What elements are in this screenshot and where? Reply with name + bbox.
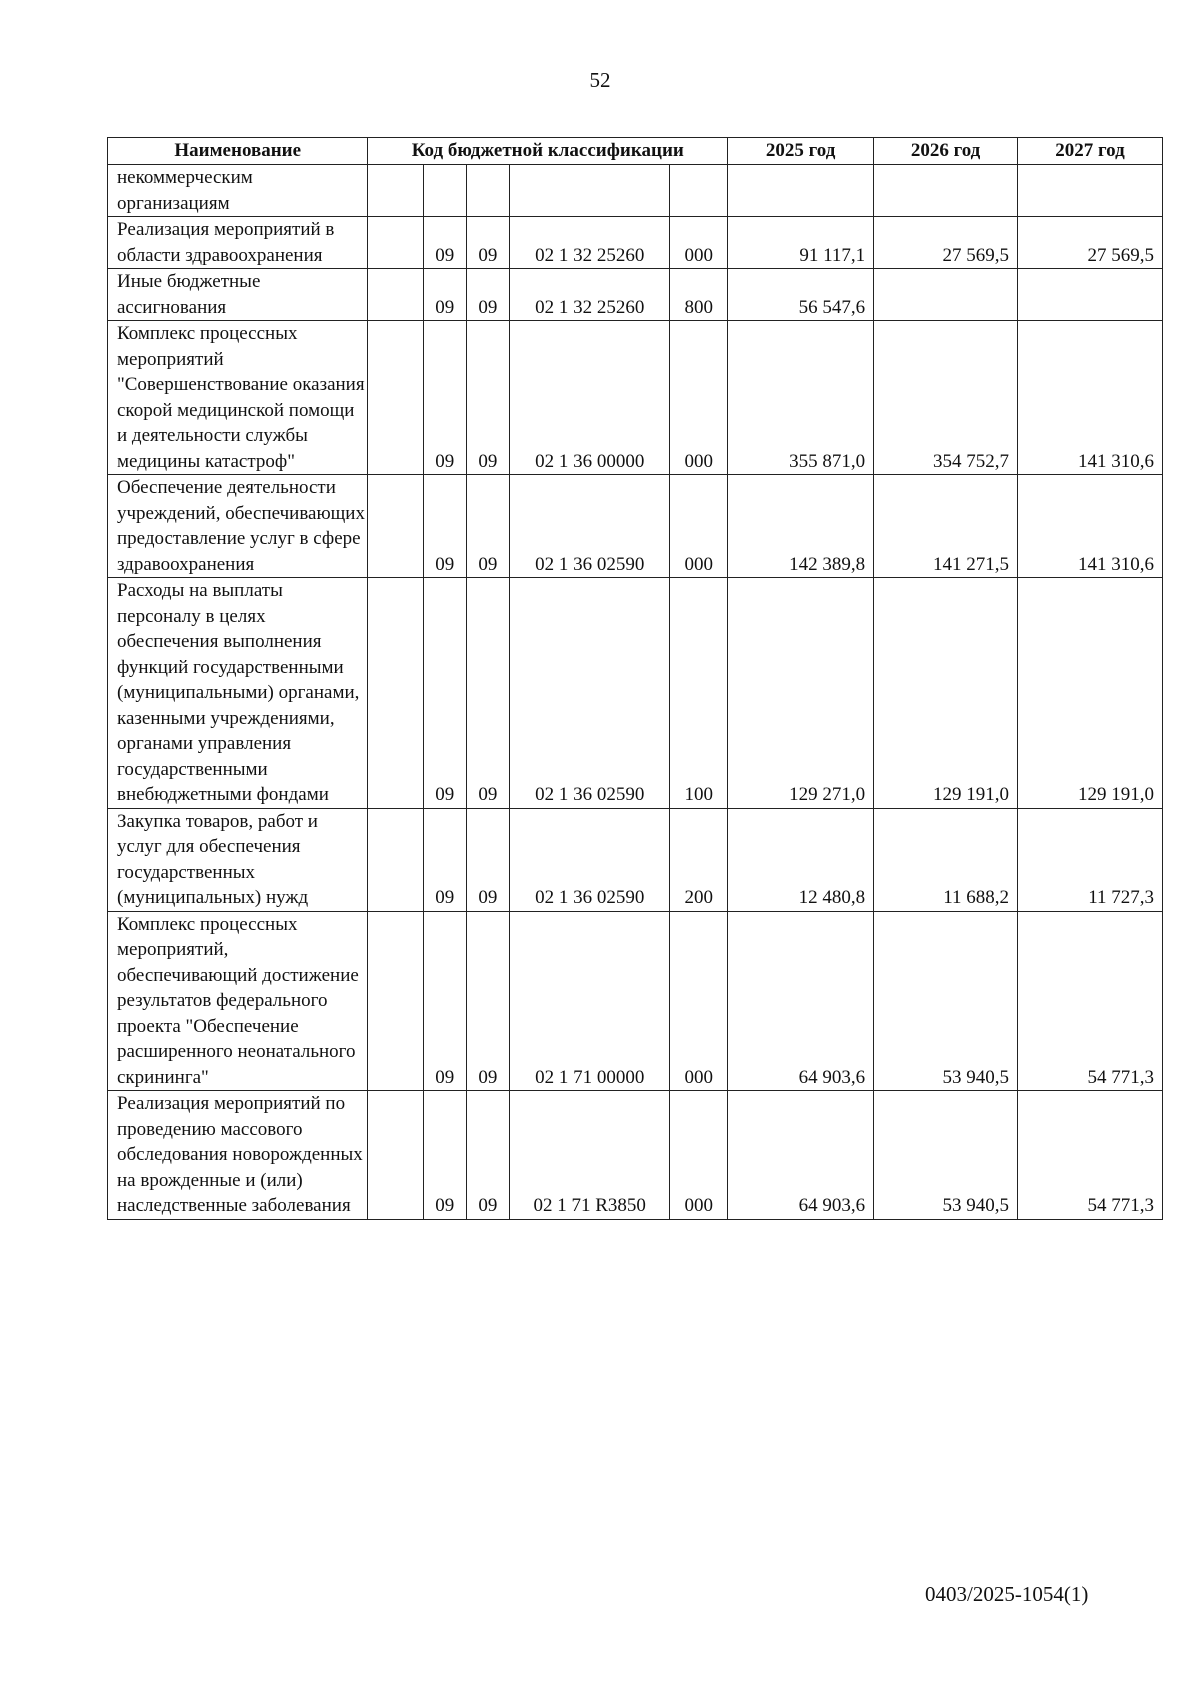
cell-code-blank: [368, 578, 424, 809]
cell-name: Закупка товаров, работ и услуг для обеспечения государственных (муниципальных) нужд: [108, 808, 368, 911]
table-row: [108, 321, 1163, 475]
cell-2026: [874, 269, 1018, 321]
cell-code-expense-type: 200: [670, 808, 728, 911]
cell-code-blank: [368, 1091, 424, 1220]
cell-code-expense-type: 000: [670, 217, 728, 269]
cell-code-subsection: 09: [466, 808, 510, 911]
header-name: Наименование: [108, 138, 368, 165]
cell-2026: [874, 165, 1018, 217]
cell-code-blank: [368, 808, 424, 911]
cell-code-target: 02 1 36 02590: [510, 475, 670, 578]
table-body: [108, 165, 1163, 1220]
cell-name: Обеспечение деятельности учреждений, обеспечивающих предоставление услуг в сфере здравоохранения: [108, 475, 368, 578]
cell-code-expense-type: 000: [670, 475, 728, 578]
cell-code-blank: [368, 911, 424, 1091]
table-row: [108, 165, 1163, 217]
cell-code-section: 09: [424, 1091, 467, 1220]
cell-code-expense-type: 000: [670, 911, 728, 1091]
cell-code-target: 02 1 71 R3850: [510, 1091, 670, 1220]
cell-2026: 53 940,5: [874, 911, 1018, 1091]
cell-code-target: 02 1 36 00000: [510, 321, 670, 475]
cell-2026: 129 191,0: [874, 578, 1018, 809]
cell-code-subsection: 09: [466, 578, 510, 809]
cell-code-target: 02 1 36 02590: [510, 578, 670, 809]
cell-2027: 141 310,6: [1017, 321, 1162, 475]
table-row: [108, 217, 1163, 269]
cell-code-expense-type: 000: [670, 1091, 728, 1220]
cell-2026: 354 752,7: [874, 321, 1018, 475]
cell-code-expense-type: 000: [670, 321, 728, 475]
cell-code-target: 02 1 36 02590: [510, 808, 670, 911]
cell-code-expense-type: [670, 165, 728, 217]
cell-code-subsection: 09: [466, 475, 510, 578]
cell-code-blank: [368, 269, 424, 321]
cell-code-section: 09: [424, 321, 467, 475]
cell-code-section: 09: [424, 808, 467, 911]
header-2026: 2026 год: [874, 138, 1018, 165]
cell-code-section: [424, 165, 467, 217]
cell-2027: [1017, 269, 1162, 321]
cell-2025: 64 903,6: [728, 911, 874, 1091]
cell-code-expense-type: 800: [670, 269, 728, 321]
cell-code-section: 09: [424, 269, 467, 321]
cell-name: Комплекс процессных мероприятий, обеспечивающий достижение результатов федерального проекта "Обеспечение расширенного неонатального скрининга": [108, 911, 368, 1091]
cell-name: Комплекс процессных мероприятий "Совершенствование оказания скорой медицинской помощи и деятельности службы медицины катастроф": [108, 321, 368, 475]
cell-code-target: 02 1 71 00000: [510, 911, 670, 1091]
cell-2027: 54 771,3: [1017, 1091, 1162, 1220]
cell-2025: 129 271,0: [728, 578, 874, 809]
cell-code-subsection: [466, 165, 510, 217]
cell-code-subsection: 09: [466, 1091, 510, 1220]
cell-code-section: 09: [424, 578, 467, 809]
cell-2025: [728, 165, 874, 217]
cell-code-section: 09: [424, 217, 467, 269]
cell-2025: 91 117,1: [728, 217, 874, 269]
cell-code-blank: [368, 165, 424, 217]
cell-2027: 141 310,6: [1017, 475, 1162, 578]
cell-2027: [1017, 165, 1162, 217]
table-row: [108, 578, 1163, 809]
cell-name: Иные бюджетные ассигнования: [108, 269, 368, 321]
document-code: 0403/2025-1054(1): [925, 1582, 1089, 1606]
table-row: [108, 808, 1163, 911]
table-row: [108, 1091, 1163, 1220]
cell-name: Расходы на выплаты персоналу в целях обеспечения выполнения функций государственными (муниципальными) органами, казенными учреждениями, органами управления государственными внебюджетными фондами: [108, 578, 368, 809]
page-number: 52: [589, 68, 611, 92]
cell-code-expense-type: 100: [670, 578, 728, 809]
table-row: [108, 269, 1163, 321]
cell-2026: 27 569,5: [874, 217, 1018, 269]
cell-2027: 11 727,3: [1017, 808, 1162, 911]
cell-code-blank: [368, 217, 424, 269]
cell-code-target: [510, 165, 670, 217]
cell-2027: 54 771,3: [1017, 911, 1162, 1091]
cell-code-target: 02 1 32 25260: [510, 217, 670, 269]
cell-code-blank: [368, 475, 424, 578]
table-row: [108, 911, 1163, 1091]
cell-2027: 129 191,0: [1017, 578, 1162, 809]
cell-code-subsection: 09: [466, 321, 510, 475]
cell-name: Реализация мероприятий по проведению массового обследования новорожденных на врожденные и (или) наследственные заболевания: [108, 1091, 368, 1220]
cell-code-subsection: 09: [466, 217, 510, 269]
budget-table: [107, 137, 1163, 1220]
cell-2025: 142 389,8: [728, 475, 874, 578]
table-header-row: [108, 138, 1163, 165]
cell-2025: 12 480,8: [728, 808, 874, 911]
cell-code-subsection: 09: [466, 911, 510, 1091]
header-2027: 2027 год: [1017, 138, 1162, 165]
cell-2026: 11 688,2: [874, 808, 1018, 911]
cell-2026: 141 271,5: [874, 475, 1018, 578]
cell-2025: 355 871,0: [728, 321, 874, 475]
cell-2026: 53 940,5: [874, 1091, 1018, 1220]
header-2025: 2025 год: [728, 138, 874, 165]
cell-2025: 64 903,6: [728, 1091, 874, 1220]
cell-code-section: 09: [424, 475, 467, 578]
cell-code-blank: [368, 321, 424, 475]
cell-name: некоммерческим организациям: [108, 165, 368, 217]
cell-2027: 27 569,5: [1017, 217, 1162, 269]
cell-2025: 56 547,6: [728, 269, 874, 321]
cell-code-subsection: 09: [466, 269, 510, 321]
cell-code-section: 09: [424, 911, 467, 1091]
table-row: [108, 475, 1163, 578]
cell-name: Реализация мероприятий в области здравоохранения: [108, 217, 368, 269]
header-code: Код бюджетной классификации: [368, 138, 728, 165]
cell-code-target: 02 1 32 25260: [510, 269, 670, 321]
